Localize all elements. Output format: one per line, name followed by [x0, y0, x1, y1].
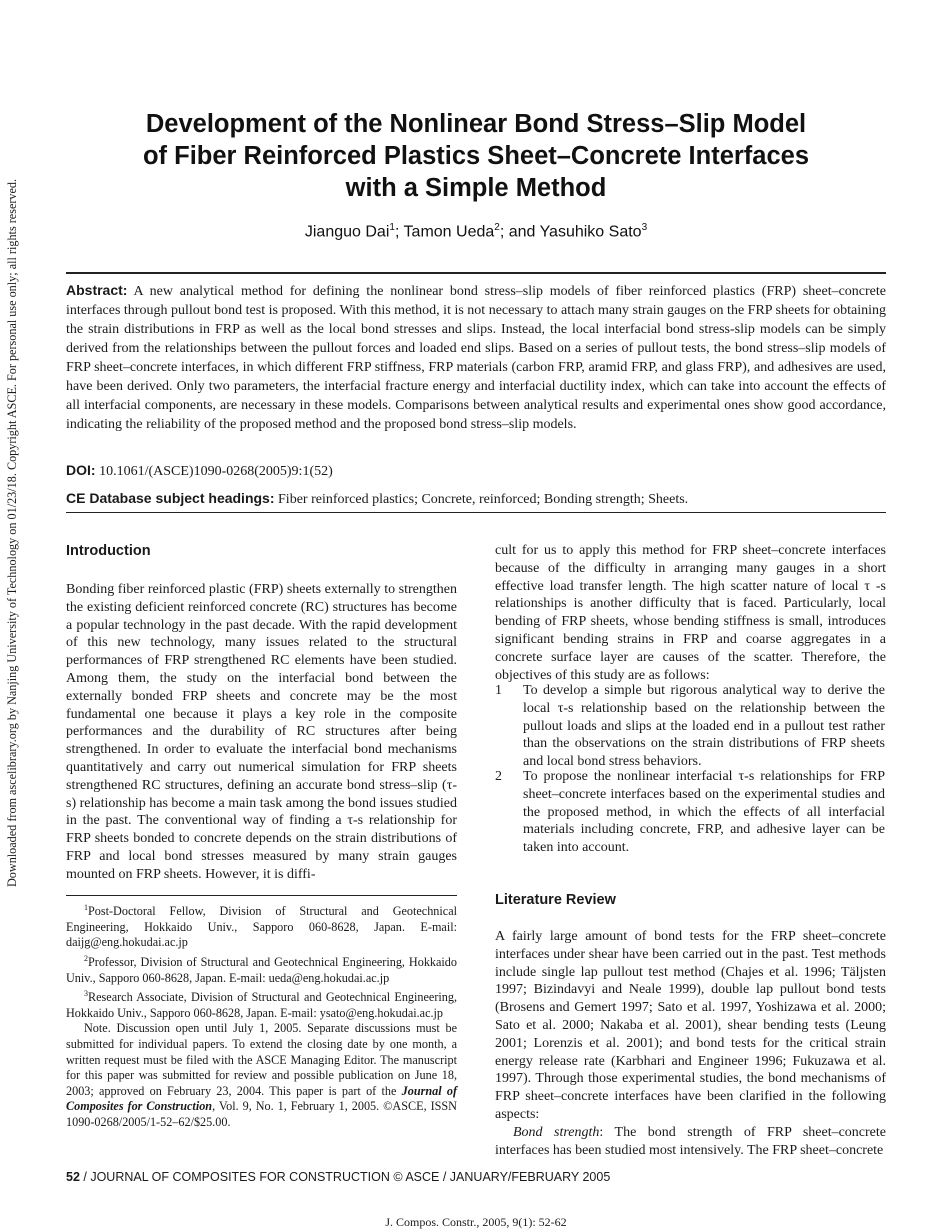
footnote-text: Research Associate, Division of Structural and Geotechnical Engineering, Hokkaido Univ., Sapporo 060-8628, Japan. E-mail: ysato@eng.hokudai.ac.jp	[66, 990, 457, 1020]
article-title	[66, 108, 886, 204]
page-footer	[66, 1170, 610, 1184]
footnote-2	[66, 951, 457, 986]
author-name: ; Tamon Ueda	[394, 223, 495, 241]
journal-footer-text: / JOURNAL OF COMPOSITES FOR CONSTRUCTION © ASCE / JANUARY/FEBRUARY 2005	[79, 1170, 611, 1184]
title-line: with a Simple Method	[345, 174, 607, 202]
paragraph-text: Bonding fiber reinforced plastic (FRP) sheets externally to strengthen the existing deficient reinforced concrete (RC) structures has become a popular technology in the past decade. With the rapid development of this new technology, many issues related to the structural performances of FRP strengthened RC elements have been studied. Among them, the study on the interfacial bond between the externally bonded FRP sheets and concrete may be the most fundamental one because it plays a key role in the composite performances and the durability of RC structures after being strengthened. In order to evaluate the interfacial bond mechanisms quantitatively and carry out numerical simulation for FRP sheets strengthened RC structures, defining an accurate bond stress–slip (τ-s) relationship has become a main task among the bond issues studied in the past. The conventional way of finding a τ-s relationship for FRP sheets bonded to concrete depends on the strain distributions of FRP and local bond stresses measured by many strain gauges mounted on FRP sheets. However, it is diffi-	[66, 582, 457, 882]
author-name: ; and Yasuhiko Sato	[499, 223, 642, 241]
abstract-label: Abstract:	[66, 282, 128, 298]
title-line: Development of the Nonlinear Bond Stress–Slip Model	[145, 110, 807, 138]
subject-label: CE Database subject headings:	[66, 490, 275, 506]
intro-paragraph	[66, 581, 457, 884]
footnote-text: Professor, Division of Structural and Geotechnical Engineering, Hokkaido Univ., Sapporo 060-8628, Japan. E-mail: ueda@eng.hokudai.ac.jp	[66, 954, 457, 985]
note-text: Note. Discussion open until July 1, 2005. Separate discussions must be submitted for individual papers. To extend the closing date by one month, a written request must be filed with the ASCE Managing Editor. The manuscript for this paper was submitted for review and possible publication on June 18, 2003; approved on February 23, 2004. This paper is part of the	[66, 1021, 457, 1098]
list-number: 1	[495, 683, 502, 698]
footnote-mark: 1	[84, 903, 88, 912]
list-text: To propose the nonlinear interfacial τ-s relationships for FRP sheet–concrete interfaces based on the experimental studies and the proposed method, in which the effects of all interfacial materials including concrete, FRP, and adhesive layer can be taken into account.	[523, 769, 885, 856]
title-line: of Fiber Reinforced Plastics Sheet–Concrete Interfaces	[142, 142, 810, 170]
list-number: 2	[495, 769, 502, 784]
affiliation-mark: 3	[641, 222, 648, 233]
subject-headings	[66, 490, 886, 508]
page-number: 52	[66, 1170, 80, 1184]
citation-line: J. Compos. Constr., 2005, 9(1): 52-62	[385, 1215, 567, 1229]
paragraph-body: : The bond strength of FRP sheet–concrete interfaces has been studied most intensively. The FRP sheet–concrete	[495, 1124, 887, 1158]
download-watermark: Downloaded from ascelibrary.org by Nanjing University of Technology on 01/23/18. Copyright ASCE. For personal use only; all rights reserved.	[5, 178, 19, 887]
section-heading-introduction: Introduction	[66, 543, 151, 559]
literature-paragraph	[495, 928, 886, 1159]
footnote-mark: 3	[84, 989, 88, 999]
run-in-heading: Bond strength	[513, 1124, 600, 1140]
author-name: Jianguo Dai	[304, 223, 390, 241]
section-heading-literature-review: Literature Review	[495, 892, 616, 908]
subject-value: Fiber reinforced plastics; Concrete, reinforced; Bonding strength; Sheets.	[278, 492, 689, 507]
discussion-note	[66, 1021, 457, 1130]
abstract-text: A new analytical method for defining the nonlinear bond stress–slip models of fiber reinforced plastics (FRP) sheet–concrete interfaces through pullout bond test is proposed. With this method, it is not necessary to attach many strain gauges on the FRP sheets for obtaining the strain distributions in FRP as well as the local bond stresses and slips. Instead, the local interfacial bond stress-slip models can be simply derived from the relationships between the pullout forces and loaded end slips. Based on a series of pullout tests, the bond stress–slip models of FRP sheet–concrete interfaces, in which different FRP stiffness, FRP materials (carbon FRP, aramid FRP, and glass FRP), and adhesives are used, have been derived. Only two parameters, the interfacial fracture energy and interfacial ductility index, which can take into account the effects of all interfacial components, are necessary in these models. Comparisons between analytical results and experimental ones show good accordance, indicating the reliability of the proposed method and the proposed bond stress–slip models.	[66, 284, 886, 432]
paragraph-text: A fairly large amount of bond tests for the FRP sheet–concrete interfaces under shear have been carried out in the past. Test methods include single lap pullout test method (Chajes et al. 1996; Täljsten 1997; Bizindavyi and Neale 1999), double lap pullout bond tests (Brosens and Gemert 1997; Sato et al. 1997, Yoshizawa et al. 2000; Sato et al. 2000; Nakaba et al. 2001), shear bending tests (Leung 2001; Lorenzis et al. 2001); and bond tests for the critical strain energy release rate (Karbhari and Engineer 1996; Fukuzawa et al. 1997). Through those experimental studies, the bond mechanisms of FRP sheet–concrete interfaces have been clarified in the following aspects:	[495, 929, 886, 1122]
footnote-mark: 2	[84, 953, 88, 963]
author-list	[66, 222, 886, 241]
affiliation-mark: 1	[389, 222, 395, 233]
objective-item-1	[495, 682, 886, 770]
right-column-paragraph	[495, 542, 886, 684]
journal-name: Journal of Composites for Construction	[66, 1083, 457, 1114]
footnote-rule	[66, 895, 457, 896]
doi-value[interactable]: 10.1061/(ASCE)1090-0268(2005)9:1(52)	[99, 464, 333, 479]
doi-label: DOI:	[66, 462, 96, 478]
objective-item-2	[495, 768, 886, 856]
footnotes	[66, 900, 457, 1131]
header-bottom-rule	[66, 512, 886, 513]
abstract	[66, 281, 886, 434]
footnote-3	[66, 986, 457, 1021]
footnote-1	[66, 900, 457, 951]
note-text: , Vol. 9, No. 1, February 1, 2005. ©ASCE, ISSN 1090-0268/2005/1-52–62/$25.00.	[66, 1099, 457, 1129]
paragraph-text: cult for us to apply this method for FRP sheet–concrete interfaces because of the difficulty in arranging many gauges in a short effective load transfer length. The high scatter nature of local τ -s relationships is another difficulty that is faced. Particularly, local bending of FRP sheets, whose bending stiffness is small, introduces significant bending strains in FRP and coarse aggregates in a concrete surface layer are causes of the scatter. Therefore, the objectives of this study are as follows:	[495, 543, 886, 683]
affiliation-mark: 2	[494, 222, 500, 233]
footnote-text: Post-Doctoral Fellow, Division of Structural and Geotechnical Engineering, Hokkaido Univ., Sapporo 060-8628, Japan. E-mail: daijg@eng.hokudai.ac.jp	[66, 904, 457, 950]
paragraph-text	[495, 1124, 886, 1160]
doi-line	[66, 462, 886, 480]
top-rule	[66, 272, 886, 274]
list-text: To develop a simple but rigorous analytical way to derive the local τ-s relationship based on the relationship between the pullout loads and slips at the loaded end in a pullout test rather than the observations on the strain distributions of FRP sheets and local bond stress behaviors.	[523, 683, 885, 770]
